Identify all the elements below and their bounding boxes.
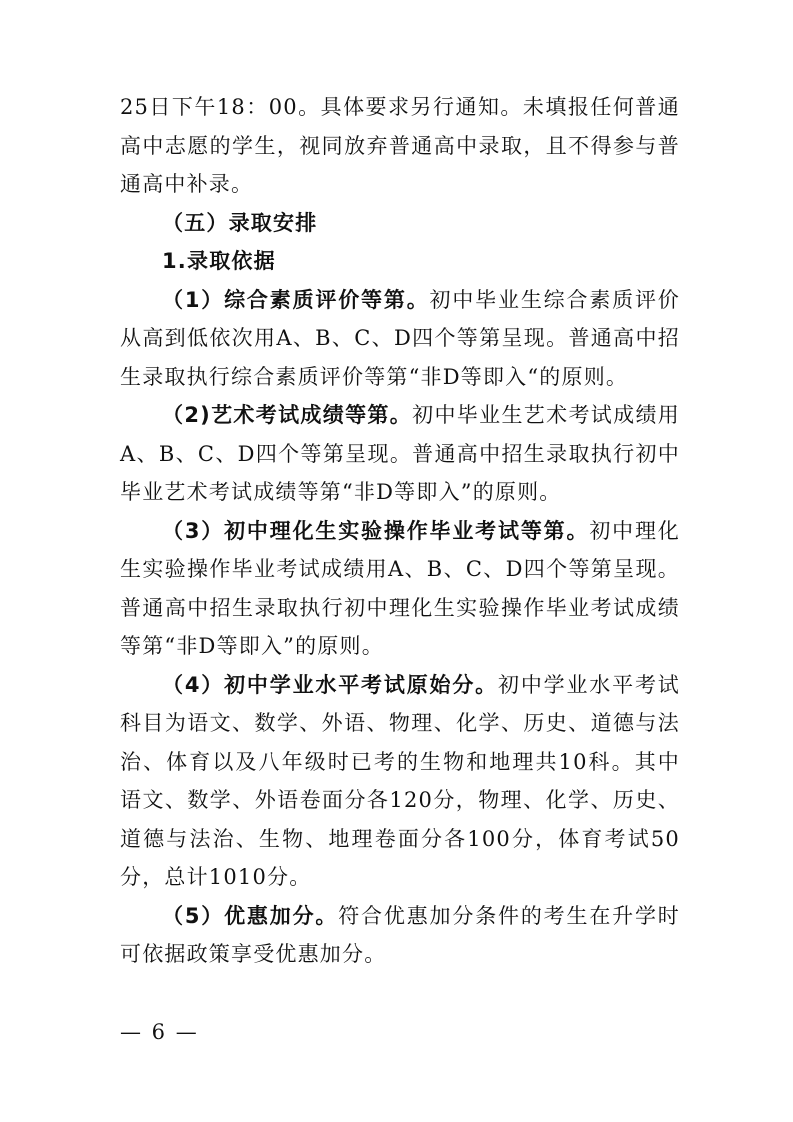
item-body: 初中学业水平考试科目为语文、数学、外语、物理、化学、历史、道德与法治、体育以及八年级时已考的生物和地理共10科。其中语文、数学、外语卷面分各120分，物理、化学、历史、道德与法治、生物、地理卷面分各100分，体育考试50分，总计1010分。: [120, 672, 680, 889]
page-number: — 6 —: [120, 1020, 199, 1044]
paragraph-text: 25日下午18：00。具体要求另行通知。未填报任何普通高中志愿的学生，视同放弃普通高中录取，且不得参与普通高中补录。: [120, 95, 680, 196]
document-body: [120, 88, 680, 974]
paragraph-continuation: [120, 88, 680, 204]
item-title: （2)艺术考试成绩等第。: [162, 403, 413, 427]
subsection-heading: [120, 242, 680, 281]
item-body: 符合优惠加分条件的考生在升学时可依据政策享受优惠加分。: [120, 903, 681, 966]
paragraph-item-5: [120, 897, 680, 974]
item-title: （1）综合素质评价等第。: [162, 287, 430, 312]
subsection-heading-text: 1.录取依据: [162, 249, 276, 273]
item-title: （5）优惠加分。: [162, 903, 339, 928]
item-body: 初中毕业生综合素质评价从高到低依次用A、B、C、D四个等第呈现。普通高中招生录取执行综合素质评价等第“非D等即入“的原则。: [120, 287, 680, 389]
item-body: 初中毕业生艺术考试成绩用A、B、C、D四个等第呈现。普通高中招生录取执行初中毕业艺术考试成绩等第“非D等即入”的原则。: [120, 403, 681, 504]
paragraph-item-1: [120, 281, 680, 397]
section-heading: [120, 204, 680, 243]
paragraph-item-2: [120, 396, 680, 512]
item-body: 初中理化生实验操作毕业考试成绩用A、B、C、D四个等第呈现。普通高中招生录取执行初中理化生实验操作毕业考试成绩等第“非D等即入”的原则。: [120, 518, 680, 658]
item-title: （4）初中学业水平考试原始分。: [162, 672, 498, 697]
paragraph-item-3: [120, 512, 680, 666]
section-heading-text: （五）录取安排: [162, 210, 318, 235]
paragraph-item-4: [120, 666, 680, 897]
item-title: （3）初中理化生实验操作毕业考试等第。: [162, 518, 590, 543]
